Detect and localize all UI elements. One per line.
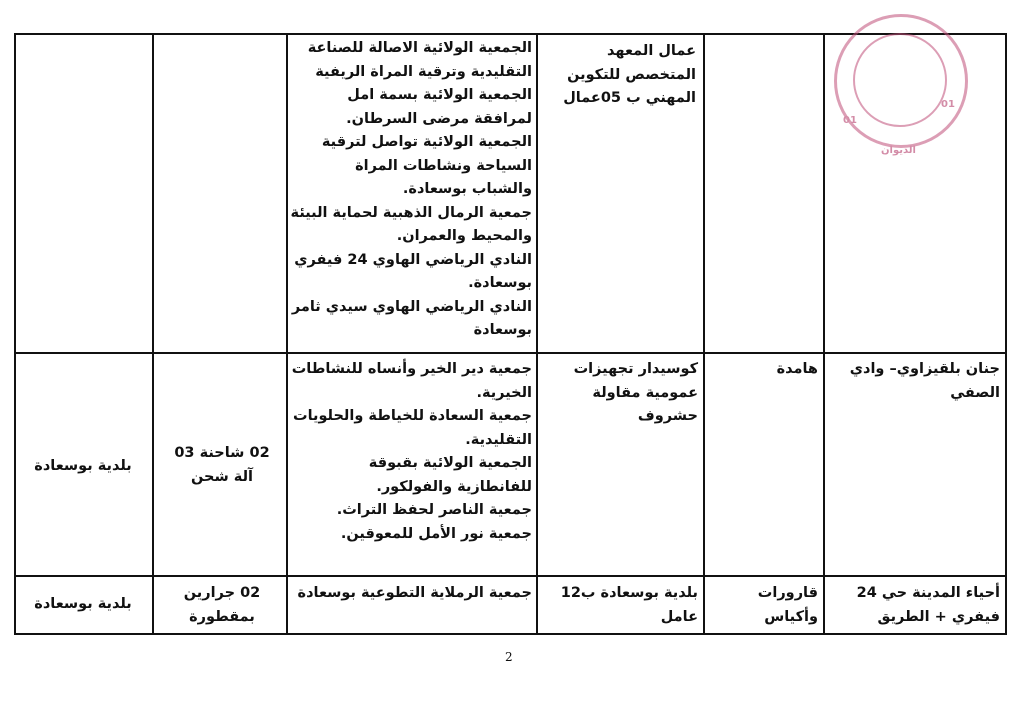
row3-municipality-text: بلدية بوسعادة — [34, 596, 132, 612]
row2-equipment-text: 02 شاحنة 03 آلة شحن — [174, 445, 270, 485]
row1-associations — [290, 37, 532, 343]
row3-waste-text: قارورات وأكياس — [757, 585, 818, 625]
row-divider-1 — [14, 352, 1007, 354]
row2-municipality — [20, 455, 146, 479]
row3-municipality — [20, 593, 146, 617]
association-item: الجمعية الولائية بسمة امل لمرافقة مرضى السرطان. — [346, 87, 532, 127]
row3-equipment — [172, 582, 272, 629]
row3-contractor — [540, 582, 698, 629]
row2-place — [828, 358, 1000, 405]
stamp-inner-ring — [853, 33, 947, 127]
row2-waste-type — [708, 358, 818, 382]
stamp-number-right: 01 — [941, 99, 955, 110]
official-stamp — [834, 14, 968, 156]
row2-place-text: جنان بلقيزاوي– وادي الصفي — [849, 361, 1000, 401]
page-number: 2 — [505, 650, 513, 664]
row3-place — [828, 582, 1000, 629]
row3-waste-type — [708, 582, 818, 629]
row1-contractor-text: عمال المعهد المتخصص للتكوين المهني ب 05عمال — [563, 43, 696, 106]
association-item: جمعية دير الخير وأنساه للنشاطات الخيرية. — [291, 361, 532, 401]
col-line-3 — [536, 33, 538, 635]
stamp-number-left: 01 — [843, 115, 857, 126]
col-line-6 — [1005, 33, 1007, 635]
association-item: جمعية الرملاية التطوعية بوسعادة — [297, 585, 532, 601]
col-line-4 — [703, 33, 705, 635]
row2-contractor — [540, 358, 698, 429]
row2-waste-text: هامدة — [776, 361, 818, 377]
stamp-label: الديوان — [881, 145, 916, 156]
row2-equipment — [172, 442, 272, 489]
association-item: الجمعية الولائية الاصالة للصناعة التقليدية وترقية المراة الريفية — [307, 40, 532, 80]
col-line-0 — [14, 33, 16, 635]
row2-municipality-text: بلدية بوسعادة — [34, 458, 132, 474]
row2-contractor-text: كوسيدار تجهيزات عمومية مقاولة حشروف — [573, 361, 698, 424]
row1-contractor — [540, 40, 696, 111]
association-item: جمعية السعادة للخياطة والحلويات التقليدية. — [293, 408, 532, 448]
col-line-2 — [286, 33, 288, 635]
col-line-1 — [152, 33, 154, 635]
association-item: جمعية نور الأمل للمعوقين. — [340, 525, 532, 542]
association-item: النادي الرياضي الهاوي سيدي ثامر بوسعادة — [291, 298, 532, 338]
row3-place-text: أحياء المدينة حي 24 فيفري + الطريق — [856, 585, 1000, 625]
association-item: الجمعية الولائية تواصل لترقية السياحة ونشاطات المراة والشباب بوسعادة. — [321, 134, 532, 197]
association-item: النادي الرياضي الهاوي 24 فيفري بوسعادة. — [294, 251, 532, 291]
col-line-5 — [823, 33, 825, 635]
row3-contractor-text: بلدية بوسعادة ب12 عامل — [560, 585, 698, 625]
association-item: جمعية الرمال الذهبية لحماية البيئة والمحيط والعمران. — [290, 204, 532, 244]
row3-associations — [290, 582, 532, 606]
association-item: الجمعية الولائية بقبوقة للفانطازية والفولكور. — [368, 455, 532, 495]
table-bottom-border — [14, 633, 1007, 635]
row3-equipment-text: 02 جرارين بمقطورة — [183, 585, 261, 625]
row-divider-2 — [14, 575, 1007, 577]
association-item: جمعية الناصر لحفظ التراث. — [336, 502, 532, 518]
row2-associations — [290, 358, 532, 546]
